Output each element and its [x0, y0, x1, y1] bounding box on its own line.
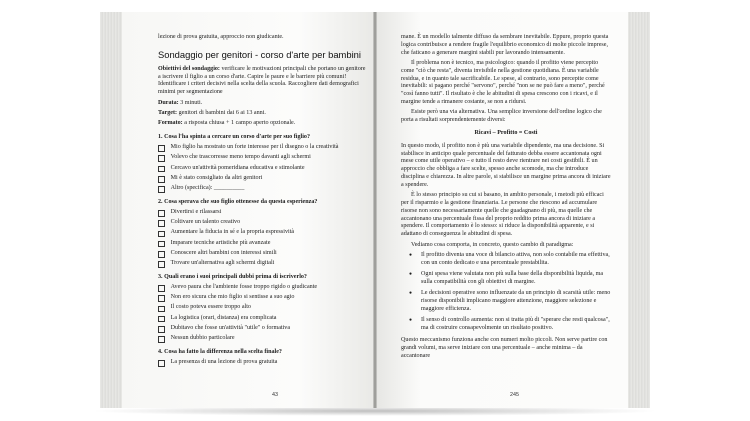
paragraph: mane. È un modello talmente diffuso da sembrare inevitabile. Eppure, proprio questa logica contribuisce a rendere fragile l'equilibrio economico di molte piccole imprese, che faticano a generare margini stabili pur lavorando intensamente. — [401, 34, 609, 56]
checkbox[interactable] — [158, 155, 165, 162]
checkbox[interactable] — [158, 186, 165, 193]
formula: Ricavi – Profitto = Costi — [474, 129, 538, 136]
intro-line: lezione di prova gratuita, approccio non giudicante. — [158, 34, 284, 40]
paragraph: Il problema non è tecnico, ma psicologico: quando il profitto viene percepito come "ciò che resta", diventa invisibile nella gestione quotidiana. È una variabile residua, e in quanto tale sacrificabile. Le spese, al contrario, sono percepite come inevitabili: si pagano perché "servono", perché "non se ne può fare a meno", perché "così fanno tutti". Il risultato è che le abitudini di spesa crescono con i ricavi, e il margine tende a rimanere costante, se non a ridursi. — [401, 59, 605, 105]
bullet-item: ● Le decisioni operative sono influenzate da un principio di scarsità utile: meno risorse disponibili implicano maggiore attenzione, maggiore selezione e maggiore efficienza. — [421, 290, 611, 313]
checkbox[interactable] — [158, 306, 165, 313]
option-label: Coltivare un talento creativo — [170, 219, 241, 226]
option-label: La presenza di una lezione di prova gratuita — [170, 358, 278, 365]
option-item — [158, 219, 366, 227]
option-item — [158, 250, 366, 258]
right-page — [375, 12, 628, 408]
question-1: 1. Cosa l'ha spinta a cercare un corso d'arte per suo figlio? — [158, 134, 311, 141]
option-item — [158, 315, 366, 323]
format-label: Formato: — [158, 120, 183, 127]
checkbox[interactable] — [158, 210, 165, 217]
option-label: Non ero sicura che mio figlio si sentisse a suo agio — [170, 294, 295, 301]
option-item — [158, 304, 366, 312]
option-item — [158, 165, 366, 173]
option-item — [158, 325, 366, 333]
bullet-list — [401, 252, 611, 333]
target-line — [158, 110, 366, 118]
objectives-text: verificare le motivazioni principali che portano un genitore a iscrivere il figlio a un corso d'arte. Capire le paure e le barriere più comuni! Identificare i criteri decisivi nella scelta della scuola. Raccogliere dati demografici minimi per segmentazione — [158, 65, 366, 96]
paragraph: È lo stesso principio su cui si basano, in ambito personale, i metodi più efficaci per il risparmio e la gestione finanziaria. Le persone che riescono ad accumulare risorse non sono necessariamente quelle che guadagnano di più, ma quelle che accantonano una percentuale fissa del proprio reddito prima ancora di iniziare a spendere. Il comportamento è lo stesso: si riduce la disponibilità apparente, e si adattano di conseguenza le abitudini di spesa. — [401, 192, 604, 238]
option-label: Altro (specifica): __________ — [170, 185, 245, 192]
target-text: genitori di bambini dai 6 ai 13 anni. — [178, 109, 266, 116]
book-spine — [373, 12, 377, 408]
paragraph: In questo modo, il profitto non è più una variabile dipendente, ma una decisione. Si stabilisce in anticipo quale percentuale del fatturato debba essere accantonata ogni mese come utile operativo – e tutto il resto deve rientrare nei costi gestibili. È un approccio che obbliga a fare scelte, spesso anche scomode, ma che introduce disciplina e chiarezza. In altre parole, si stabilisce un margine prima ancora di iniziare a spendere. — [401, 142, 611, 188]
left-page-content — [158, 34, 366, 369]
option-item — [158, 359, 366, 367]
option-item — [158, 260, 366, 268]
checkbox[interactable] — [158, 220, 165, 227]
option-item — [158, 229, 366, 237]
option-label: Conoscere altri bambini con interessi simili — [170, 249, 277, 256]
survey-title: Sondaggio per genitori - corso d'arte per bambini — [158, 48, 361, 60]
bullet-item: ● Il profitto diventa una voce di bilancio attiva, non solo contabile ma effettiva, con un conto dedicato e una percentuale prestabilita. — [421, 252, 611, 268]
option-label: Dubitavo che fosse un'attività "utile" o formativa — [170, 325, 291, 331]
option-label: Volevo che trascorresse meno tempo davanti agli schermi — [170, 154, 311, 161]
option-label: Divertirsi e rilassarsi — [170, 208, 222, 215]
option-label: Imparare tecniche artistiche più avanzate — [170, 239, 271, 246]
checkbox[interactable] — [158, 285, 165, 292]
checkbox[interactable] — [158, 251, 165, 258]
format-line — [158, 120, 366, 128]
duration-label: Durata: — [158, 99, 179, 106]
checkbox[interactable] — [158, 316, 165, 323]
objectives-paragraph — [158, 66, 366, 97]
bullet-item: ● Il senso di controllo aumenta: non si tratta più di "sperare che resti qualcosa", ma di costruire consapevolmente un risultato positivo. — [421, 317, 611, 333]
option-item — [158, 209, 366, 217]
checkbox[interactable] — [158, 326, 165, 333]
paragraph: Questo meccanismo funziona anche con numeri molto piccoli. Non serve partire con grandi volumi, ma serve iniziare con una percentuale – anche minima – da accantonare — [401, 336, 608, 359]
option-item — [158, 144, 366, 152]
option-label: Il costo poteva essere troppo alto — [170, 304, 251, 311]
paragraph: Vediamo cosa comporta, in concreto, questo cambio di paradigma: — [411, 241, 574, 248]
objectives-label: Obiettivi del sondaggio: — [158, 65, 220, 72]
question-4: 4. Cosa ha fatto la differenza nella scelta finale? — [158, 349, 282, 356]
checkbox[interactable] — [158, 231, 165, 238]
option-label: La logistica (orari, distanza) era complicata — [170, 314, 277, 321]
option-label: Mio figlio ha mostrato un forte interesse per il disegno o la creatività — [170, 143, 339, 150]
open-book — [100, 12, 650, 408]
option-item — [158, 284, 366, 292]
left-page-number: 43 — [272, 392, 278, 398]
duration-line — [158, 100, 366, 108]
option-item — [158, 294, 366, 302]
question-3: 3. Quali erano i suoi principali dubbi prima di iscriverlo? — [158, 274, 307, 281]
checkbox[interactable] — [158, 176, 165, 183]
option-item — [158, 154, 366, 162]
option-item — [158, 240, 366, 248]
checkbox[interactable] — [158, 166, 165, 173]
option-label: Trovare un'alternativa agli schermi digitali — [170, 260, 275, 267]
bullet-item: ● Ogni spesa viene valutata non più sulla base della disponibilità liquida, ma sulla compatibilità con gli obiettivi di margine. — [421, 271, 611, 287]
checkbox[interactable] — [158, 295, 165, 302]
checkbox[interactable] — [158, 261, 165, 268]
right-page-content — [401, 34, 611, 363]
checkbox[interactable] — [158, 360, 165, 367]
option-label: Cercavo un'attività pomeridiana educativa e stimolante — [170, 164, 305, 171]
option-item — [158, 185, 366, 193]
option-item — [158, 335, 366, 343]
right-page-number: 245 — [510, 392, 519, 398]
left-page — [122, 12, 375, 408]
option-label: Nessun dubbio particolare — [170, 335, 235, 342]
duration-text: 3 minuti. — [180, 99, 203, 106]
checkbox[interactable] — [158, 336, 165, 343]
option-item — [158, 175, 366, 183]
target-label: Target: — [158, 109, 178, 116]
question-2: 2. Cosa sperava che suo figlio ottenesse da questa esperienza? — [158, 198, 318, 205]
checkbox[interactable] — [158, 145, 165, 152]
option-label: Aumentare la fiducia in sé e la propria espressività — [170, 229, 295, 236]
paragraph: Esiste però una via alternativa. Una semplice inversione dell'ordine logico che porta a risultati sorprendentemente diversi: — [401, 109, 602, 124]
checkbox[interactable] — [158, 241, 165, 248]
format-text: a risposta chiusa + 1 campo aperto opzionale. — [184, 120, 296, 127]
option-label: Avevo paura che l'ambiente fosse troppo rigido o giudicante — [170, 283, 318, 290]
option-label: Mi è stato consigliato da altri genitori — [170, 174, 263, 181]
